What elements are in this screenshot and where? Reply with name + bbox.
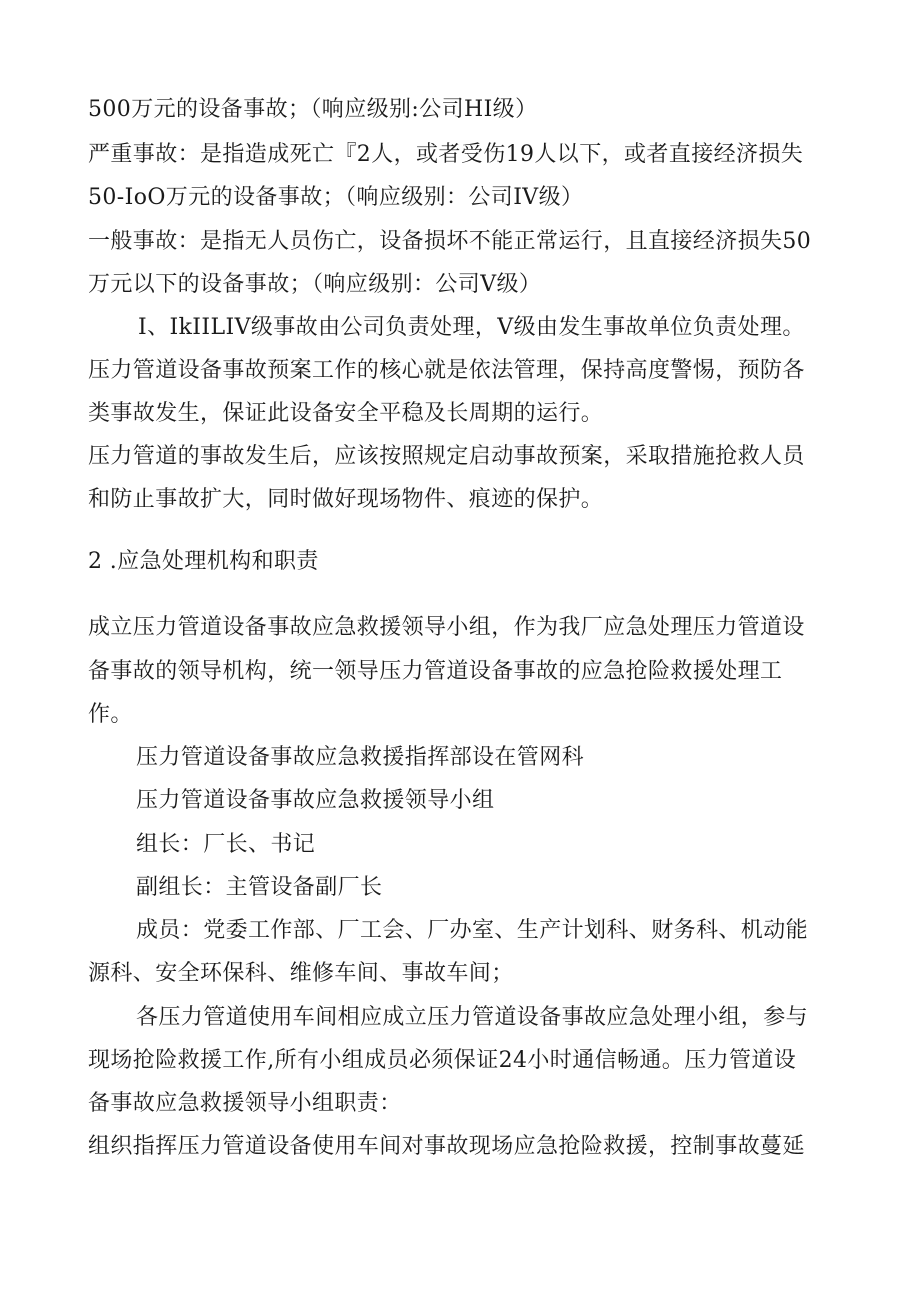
text-line: 各压力管道使用车间相应成立压力管道设备事故应急处理小组，参与 [136,1005,809,1030]
text-line: 压力管道的事故发生后，应该按照规定启动事故预案，采取措施抢救人员 [88,444,805,469]
text-line: 压力管道设备事故预案工作的核心就是依法管理，保持高度警惕，预防各 [88,358,805,383]
text-line: 类事故发生，保证此设备安全平稳及长周期的运行。 [88,401,604,426]
text-line: 压力管道设备事故应急救援指挥部设在管网科 [136,745,585,770]
text-line: 和防止事故扩大，同时做好现场物件、痕迹的保护。 [88,487,604,512]
text-line: 成立压力管道设备事故应急救援领导小组，作为我厂应急处理压力管道设 [88,615,805,640]
text-line: 500万元的设备事故；（响应级别:公司HI级） [88,97,538,122]
text-line: 源科、安全环保科、维修车间、事故车间； [88,961,514,986]
text-line: 备事故的领导机构，统一领导压力管道设备事故的应急抢险救援处理工 [88,659,783,684]
text-line: 备事故应急救援领导小组职责： [88,1091,402,1116]
text-line: 组长：厂长、书记 [136,832,316,857]
text-line: 50-IoO万元的设备事故；（响应级别：公司IV级） [88,185,584,210]
text-line: 压力管道设备事故应急救援领导小组 [136,788,495,813]
text-line: I、IkIILIV级事故由公司负责处理，V级由发生事故单位负责处理。 [138,315,805,340]
text-line: 组织指挥压力管道设备使用车间对事故现场应急抢险救援，控制事故蔓延 [88,1134,805,1159]
text-line: 副组长：主管设备副厂长 [136,875,383,900]
section-heading: 2 .应急处理机构和职责 [88,549,319,574]
text-line: 成员：党委工作部、厂工会、厂办室、生产计划科、财务科、机动能 [136,918,809,943]
text-line: 严重事故：是指造成死亡『2人，或者受伤19人以下，或者直接经济损失 [88,142,804,167]
text-line: 一般事故：是指无人员伤亡，设备损坏不能正常运行，且直接经济损失50 [88,229,812,254]
text-line: 作。 [88,702,133,727]
text-line: 现场抢险救援工作,所有小组成员必须保证24小时通信畅通。压力管道设 [88,1048,797,1073]
text-line: 万元以下的设备事故；（响应级别：公司V级） [88,272,542,297]
